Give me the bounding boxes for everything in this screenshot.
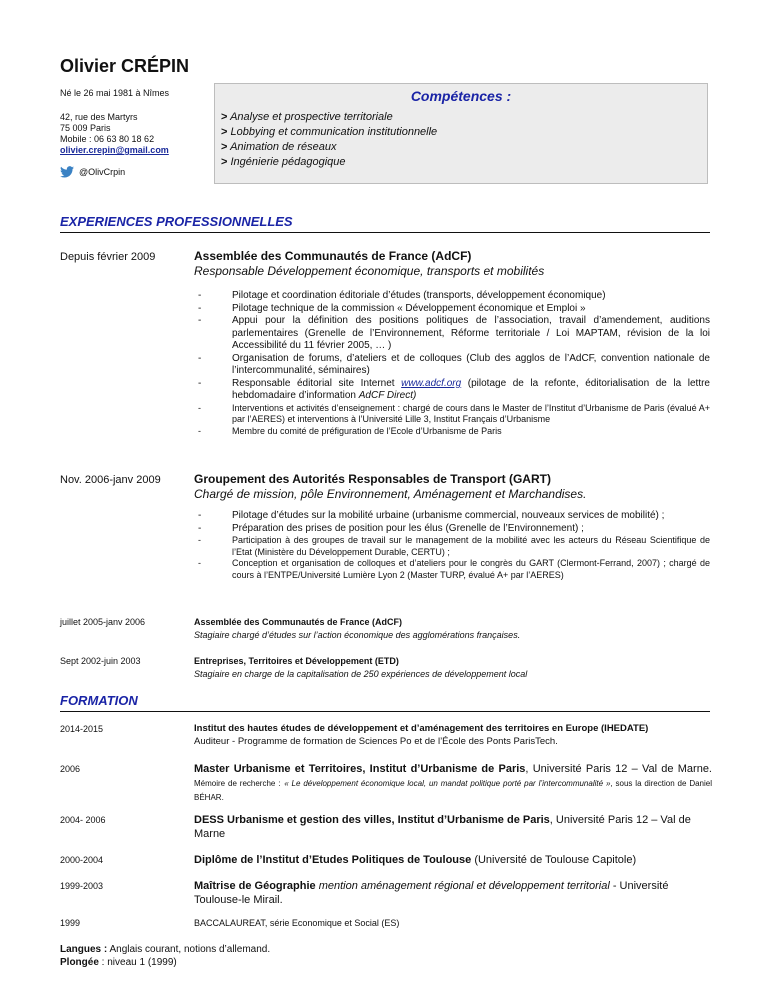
formation-entry: BACCALAUREAT, série Economique et Social (ES) xyxy=(194,918,400,928)
formation-entry: Maîtrise de Géographie mention aménagement régional et développement territorial - Université Toulouse-le Mirail. xyxy=(194,880,669,906)
list-item: - Pilotage et coordination éditoriale d’études (transports, développement économique) xyxy=(198,290,606,301)
formation-subtitle: Auditeur - Programme de formation de Sciences Po et de l’École des Ponts ParisTech. xyxy=(194,736,558,747)
formation-date: 2006 xyxy=(60,764,81,774)
skills-box xyxy=(214,83,708,184)
job-bullets xyxy=(194,290,710,437)
languages-line: Langues : Anglais courant, notions d’allemand. xyxy=(60,944,271,955)
formation-date: 2000-2004 xyxy=(60,855,104,865)
list-item: - Participation à des groupes de travail sur le management de la mobilité avec les acteurs du Réseau Scientifique de l’Etat (Ministère du Développement Durable, CERTU) ; xyxy=(198,535,710,557)
address-line-2: 75 009 Paris xyxy=(60,123,111,133)
list-item: - Pilotage d’études sur la mobilité urbaine (urbanisme commercial, nouveaux services de mobilité) ; xyxy=(198,510,665,521)
job-organization: Groupement des Autorités Responsables de Transport (GART) xyxy=(194,472,551,486)
job-role: Responsable Développement économique, transports et mobilités xyxy=(194,264,545,278)
skills-list xyxy=(221,110,437,170)
job-bullets xyxy=(194,510,710,581)
formation-entry: Master Urbanisme et Territoires, Institut d’Urbanisme de Paris, Université Paris 12 – Val de Marne. Mémoire de recherche : « Le développement économique local, un mandat politique porté par l’intercommunalité », sous la direction de Daniel BÉHAR. xyxy=(194,763,713,802)
job-date: Nov. 2006-janv 2009 xyxy=(60,474,161,486)
list-item: - Organisation de forums, d’ateliers et de colloques (Club des agglos de l’AdCF, convention nationale de l’intercommunalité, séminaires) xyxy=(198,352,710,376)
experience-section-title: EXPERIENCES PROFESSIONNELLES xyxy=(60,214,293,229)
list-item: - Préparation des prises de position pour les élus (Grenelle de l’Environnement) ; xyxy=(198,522,584,534)
job-date: Depuis février 2009 xyxy=(60,251,156,263)
formation-date: 2004- 2006 xyxy=(60,815,106,825)
list-item: - Appui pour la définition des positions politiques de l’association, travail d’amendement, auditions parlementaires (Grenelle de l’Environnement, Réforme territoriale / Loi MAPTAM, révision de la loi Accessibilité du 11 février 2005, … ) xyxy=(198,315,710,351)
skill-item: > Animation de réseaux xyxy=(221,141,337,153)
formation-date: 1999 xyxy=(60,918,81,928)
website-link[interactable]: www.adcf.org xyxy=(401,377,462,389)
list-item: - Pilotage technique de la commission « Développement économique et Emploi » xyxy=(198,302,586,314)
list-item: - Interventions et activités d’enseignement : chargé de cours dans le Master de l’Institut d’Urbanisme de Paris (évalué A+ par l’AERES) et interventions à l’Université Lille 3, Institut Français d’Urbanisme xyxy=(198,402,710,424)
job-organization: Entreprises, Territoires et Développement (ETD) xyxy=(194,656,399,666)
email-link[interactable]: olivier.crepin@gmail.com xyxy=(60,145,169,155)
formation-entry: Diplôme de l’Institut d’Etudes Politiques de Toulouse (Université de Toulouse Capitole) xyxy=(194,854,637,866)
skill-item: > Ingénierie pédagogique xyxy=(221,156,346,168)
formation-title: Institut des hautes études de développement et d’aménagement des territoires en Europe (IHEDATE) xyxy=(194,723,649,734)
formation-section-title: FORMATION xyxy=(60,693,138,708)
job-role: Stagiaire chargé d’études sur l’action économique des agglomérations françaises. xyxy=(194,630,521,640)
twitter-label: @OlivCrpin xyxy=(79,167,126,177)
formation-date: 2014-2015 xyxy=(60,724,104,734)
skill-item: > Analyse et prospective territoriale xyxy=(221,111,393,123)
mobile-phone: Mobile : 06 63 80 18 62 xyxy=(60,134,155,144)
job-organization: Assemblée des Communautés de France (AdCF) xyxy=(194,249,472,263)
job-role: Stagiaire en charge de la capitalisation de 250 expériences de développement local xyxy=(194,669,528,679)
job-date: Sept 2002-juin 2003 xyxy=(60,656,141,666)
job-role: Chargé de mission, pôle Environnement, Aménagement et Marchandises. xyxy=(194,487,587,501)
birth-info: Né le 26 mai 1981 à Nîmes xyxy=(60,88,170,98)
formation-entry: DESS Urbanisme et gestion des villes, Institut d’Urbanisme de Paris, Université Paris 12 – Val de Marne xyxy=(194,814,691,840)
list-item: - Membre du comité de préfiguration de l’Ecole d’Urbanisme de Paris xyxy=(198,425,502,436)
twitter-handle[interactable] xyxy=(60,166,125,178)
twitter-bird-icon xyxy=(60,166,74,178)
skills-title: Compétences : xyxy=(410,88,512,104)
diving-line: Plongée : niveau 1 (1999) xyxy=(60,957,177,968)
job-organization: Assemblée des Communautés de France (AdCF) xyxy=(194,617,403,627)
formation-date: 1999-2003 xyxy=(60,881,104,891)
list-item: - Responsable éditorial site Internet www.adcf.org (pilotage de la refonte, éditorialisation de la lettre hebdomadaire d’information AdCF Direct) xyxy=(198,377,710,401)
section-divider xyxy=(60,232,710,233)
job-date: juillet 2005-janv 2006 xyxy=(60,617,146,627)
skill-item: > Lobbying et communication institutionnelle xyxy=(221,126,438,138)
list-item: - Conception et organisation de colloques et d’ateliers pour le congrès du GART (Clermont-Ferrand, 2007) ; chargé de cours à l’ENTPE/Université Lumière Lyon 2 (Master TURP, évalué A+ par l’AERES) xyxy=(198,558,710,580)
address-line-1: 42, rue des Martyrs xyxy=(60,112,138,122)
person-name: Olivier CRÉPIN xyxy=(60,56,190,76)
section-divider xyxy=(60,711,710,712)
